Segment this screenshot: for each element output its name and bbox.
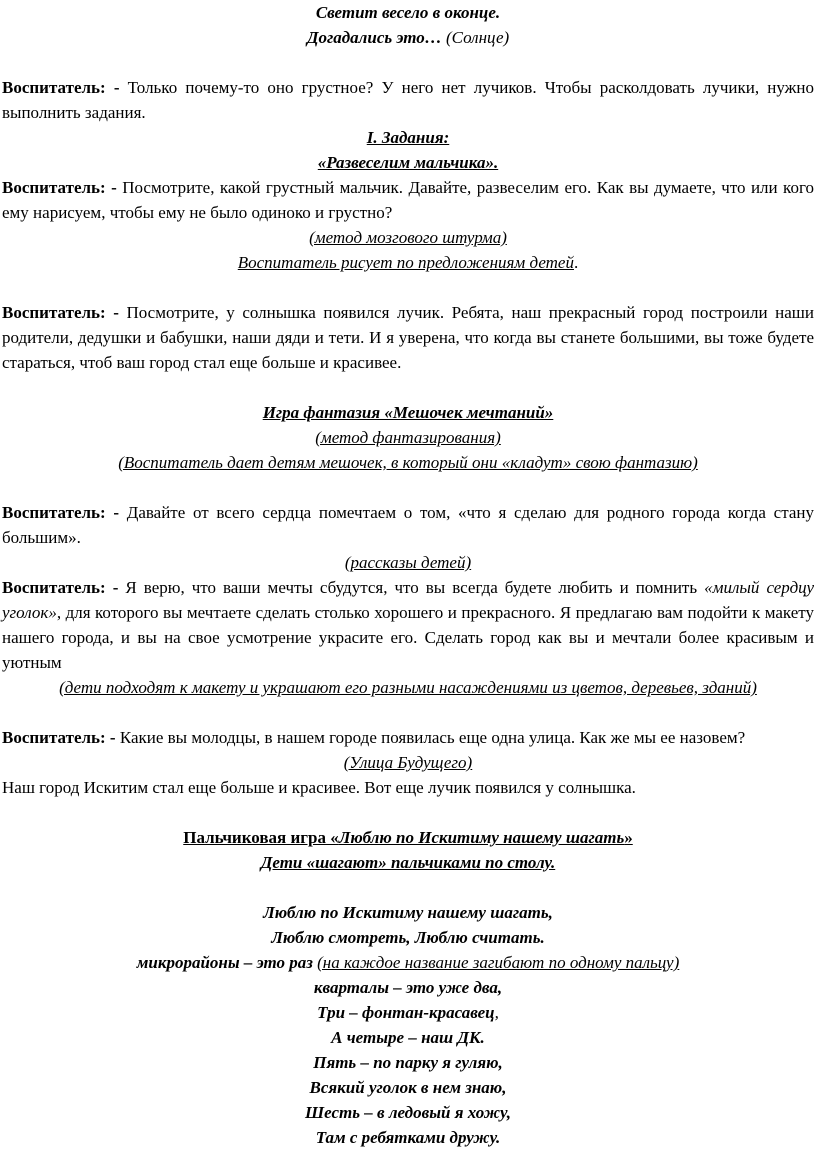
task-subheading: «Развеселим мальчика». <box>317 153 499 172</box>
finger-game-title: Пальчиковая игра «Люблю по Искитиму нашему шагать» <box>183 828 633 847</box>
poem-line: микрорайоны – это раз (на каждое название загибают по одному пальцу) <box>136 953 680 972</box>
paragraph-3 <box>2 300 814 375</box>
paragraph-text: Посмотрите, какой грустный мальчик. Давайте, развеселим его. Как вы думаете, что или кого ему нарисуем, чтобы ему не было одиноко и грустно? <box>2 178 815 222</box>
intro-riddle: Догадались это… <box>306 28 442 47</box>
poem-line: Три – фонтан-красавец, <box>317 1003 499 1022</box>
street-name-note: (Улица Будущего) <box>343 753 473 772</box>
paragraph-text: Какие вы молодцы, в нашем городе появилась еще одна улица. Как же мы ее назовем? <box>115 728 746 747</box>
game-description: (Воспитатель дает детям мешочек, в который они «кладут» свою фантазию) <box>118 453 698 472</box>
poem <box>2 900 814 1150</box>
quote-italic: «милый сердцу уголок» <box>2 578 815 622</box>
finger-game-subtitle: Дети «шагают» пальчиками по столу. <box>260 853 556 872</box>
poem-line: Шесть – в ледовый я хожу, <box>304 1103 512 1122</box>
poem-note: (на каждое название загибают по одному пальцу) <box>317 953 680 972</box>
speaker-label: Воспитатель: - <box>2 578 119 597</box>
paragraph-6 <box>2 725 814 750</box>
children-stories-note: (рассказы детей) <box>344 553 472 572</box>
intro-answer: (Солнце) <box>441 28 510 47</box>
speaker-label: Воспитатель: - <box>2 178 117 197</box>
poem-line: кварталы – это уже два, <box>313 978 503 997</box>
intro-line-2 <box>2 25 814 50</box>
paragraph-text: Давайте от всего сердца помечтаем о том, «что я сделаю для родного города когда стану большим». <box>2 503 814 547</box>
game-title: Игра фантазия «Мешочек мечтаний» <box>262 403 554 422</box>
decorating-note: (дети подходят к макету и украшают его разными насаждениями из цветов, деревьев, зданий) <box>59 678 757 697</box>
poem-line: Там с ребятками дружу. <box>315 1128 501 1147</box>
paragraph-1 <box>2 75 814 125</box>
teacher-draws-note: Воспитатель рисует по предложениям детей. <box>237 253 579 272</box>
game-method: (метод фантазирования) <box>315 428 501 447</box>
poem-line: Пять – по парку я гуляю, <box>313 1053 503 1072</box>
paragraph-6-after: Наш город Искитим стал еще больше и красивее. Вот еще лучик появился у солнышка. <box>2 778 636 797</box>
poem-line: Люблю по Искитиму нашему шагать, <box>263 903 553 922</box>
speaker-label: Воспитатель: - <box>2 503 120 522</box>
paragraph-2 <box>2 175 814 225</box>
task-heading: I. Задания: <box>366 128 450 147</box>
speaker-label: Воспитатель: - <box>2 78 120 97</box>
method-note: (метод мозгового штурма) <box>309 228 507 247</box>
speaker-label: Воспитатель: - <box>2 728 116 747</box>
paragraph-4 <box>2 500 814 550</box>
poem-line: Всякий уголок в нем знаю, <box>309 1078 507 1097</box>
intro-line-1: Светит весело в оконце. <box>315 3 501 22</box>
paragraph-text: Посмотрите, у солнышка появился лучик. Ребята, наш прекрасный город построили наши родители, дедушки и бабушки, наши дяди и тети. И я уверена, что когда вы станете большими, вы тоже будете стараться, чтоб ваш город стал еще больше и красивее. <box>2 303 814 372</box>
poem-line: Люблю смотреть, Люблю считать. <box>271 928 545 947</box>
paragraph-5: Воспитатель: - Я верю, что ваши мечты сбудутся, что вы всегда будете любить и помнить «милый сердцу уголок», для которого вы мечтаете сделать столько хорошего и прекрасного. Я предлагаю вам подойти к макету нашего города, и вы на свое усмотрение украсите его. Сделать город как вы и мечтали более красивым и уютным <box>2 578 815 672</box>
paragraph-text: Только почему-то оно грустное? У него нет лучиков. Чтобы расколдовать лучики, нужно выполнить задания. <box>2 78 814 122</box>
poem-line: А четыре – наш ДК. <box>331 1028 485 1047</box>
speaker-label: Воспитатель: - <box>2 303 119 322</box>
